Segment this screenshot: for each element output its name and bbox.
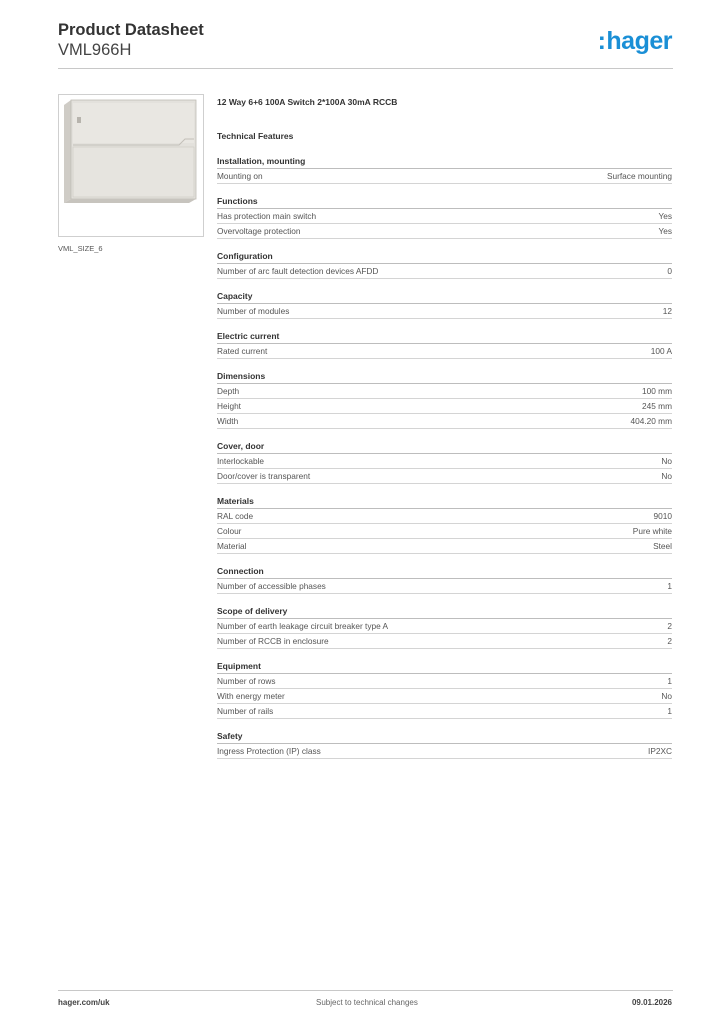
product-name: 12 Way 6+6 100A Switch 2*100A 30mA RCCB xyxy=(217,97,398,107)
spec-row xyxy=(217,744,672,759)
spec-row xyxy=(217,539,672,554)
product-image xyxy=(58,94,204,237)
spec-label: Width xyxy=(217,416,239,426)
consumer-unit-illustration xyxy=(59,95,203,236)
spec-group xyxy=(217,564,672,594)
spec-row xyxy=(217,224,672,239)
spec-group-title: Configuration xyxy=(217,249,672,264)
spec-value: 0 xyxy=(667,266,672,276)
spec-group-title: Cover, door xyxy=(217,439,672,454)
spec-label: Overvoltage protection xyxy=(217,226,301,236)
spec-group xyxy=(217,154,672,184)
spec-row xyxy=(217,169,672,184)
spec-label: Depth xyxy=(217,386,240,396)
spec-value: No xyxy=(661,471,672,481)
spec-value: 9010 xyxy=(653,511,672,521)
spec-row xyxy=(217,509,672,524)
hager-logo: :hager xyxy=(597,27,672,55)
spec-group-title: Scope of delivery xyxy=(217,604,672,619)
spec-value: 404.20 mm xyxy=(630,416,672,426)
spec-group xyxy=(217,369,672,429)
technical-features-title: Technical Features xyxy=(217,131,294,141)
spec-group-title: Electric current xyxy=(217,329,672,344)
spec-value: 1 xyxy=(667,706,672,716)
spec-label: Interlockable xyxy=(217,456,265,466)
footer-notice: Subject to technical changes xyxy=(316,998,418,1007)
spec-value: 1 xyxy=(667,581,672,591)
spec-group-title: Installation, mounting xyxy=(217,154,672,169)
spec-row xyxy=(217,414,672,429)
spec-row xyxy=(217,704,672,719)
spec-label: Number of accessible phases xyxy=(217,581,326,591)
spec-value: Steel xyxy=(653,541,672,551)
page-title: Product Datasheet xyxy=(58,21,204,39)
spec-row xyxy=(217,524,672,539)
spec-row xyxy=(217,469,672,484)
spec-group-title: Connection xyxy=(217,564,672,579)
spec-value: Pure white xyxy=(632,526,672,536)
image-caption: VML_SIZE_6 xyxy=(58,244,103,253)
spec-group-title: Safety xyxy=(217,729,672,744)
spec-value: Yes xyxy=(658,211,672,221)
spec-content xyxy=(217,95,672,769)
spec-group xyxy=(217,439,672,484)
spec-label: Number of rails xyxy=(217,706,274,716)
spec-group xyxy=(217,289,672,319)
spec-group-title: Functions xyxy=(217,194,672,209)
spec-value: No xyxy=(661,691,672,701)
spec-value: 12 xyxy=(662,306,672,316)
spec-group-title: Capacity xyxy=(217,289,672,304)
spec-row xyxy=(217,384,672,399)
spec-group xyxy=(217,249,672,279)
spec-group xyxy=(217,604,672,649)
spec-row xyxy=(217,264,672,279)
spec-value: IP2XC xyxy=(648,746,672,756)
spec-group-title: Materials xyxy=(217,494,672,509)
footer-divider xyxy=(58,990,673,991)
spec-value: 2 xyxy=(667,621,672,631)
spec-label: Mounting on xyxy=(217,171,263,181)
spec-label: Colour xyxy=(217,526,242,536)
header-divider xyxy=(58,68,673,69)
spec-label: Number of RCCB in enclosure xyxy=(217,636,329,646)
page-header xyxy=(58,20,204,60)
product-code: VML966H xyxy=(58,41,132,59)
spec-row xyxy=(217,674,672,689)
spec-group-title: Dimensions xyxy=(217,369,672,384)
spec-label: Number of rows xyxy=(217,676,276,686)
spec-value: Surface mounting xyxy=(606,171,672,181)
spec-group xyxy=(217,329,672,359)
spec-row xyxy=(217,634,672,649)
spec-row xyxy=(217,399,672,414)
spec-label: Has protection main switch xyxy=(217,211,317,221)
spec-value: 100 A xyxy=(650,346,672,356)
spec-value: 2 xyxy=(667,636,672,646)
spec-group xyxy=(217,659,672,719)
spec-value: 245 mm xyxy=(642,401,672,411)
spec-label: Rated current xyxy=(217,346,268,356)
spec-label: With energy meter xyxy=(217,691,285,701)
spec-label: Number of arc fault detection devices AFDD xyxy=(217,266,379,276)
spec-value: 1 xyxy=(667,676,672,686)
spec-row xyxy=(217,304,672,319)
spec-row xyxy=(217,619,672,634)
footer-website[interactable]: hager.com/uk xyxy=(58,998,110,1007)
spec-value: 100 mm xyxy=(642,386,672,396)
spec-group xyxy=(217,494,672,554)
spec-row xyxy=(217,344,672,359)
footer-date: 09.01.2026 xyxy=(631,998,672,1007)
spec-group xyxy=(217,729,672,759)
spec-value: No xyxy=(661,456,672,466)
spec-row xyxy=(217,579,672,594)
spec-label: Height xyxy=(217,401,241,411)
spec-groups xyxy=(217,154,672,759)
spec-row xyxy=(217,209,672,224)
logo-text: hager xyxy=(606,27,672,55)
spec-label: Number of earth leakage circuit breaker type A xyxy=(217,621,389,631)
spec-value: Yes xyxy=(658,226,672,236)
spec-label: Number of modules xyxy=(217,306,290,316)
spec-label: RAL code xyxy=(217,511,254,521)
spec-group xyxy=(217,194,672,239)
spec-group-title: Equipment xyxy=(217,659,672,674)
spec-label: Ingress Protection (IP) class xyxy=(217,746,321,756)
spec-label: Door/cover is transparent xyxy=(217,471,311,481)
spec-row xyxy=(217,454,672,469)
spec-label: Material xyxy=(217,541,247,551)
spec-row xyxy=(217,689,672,704)
